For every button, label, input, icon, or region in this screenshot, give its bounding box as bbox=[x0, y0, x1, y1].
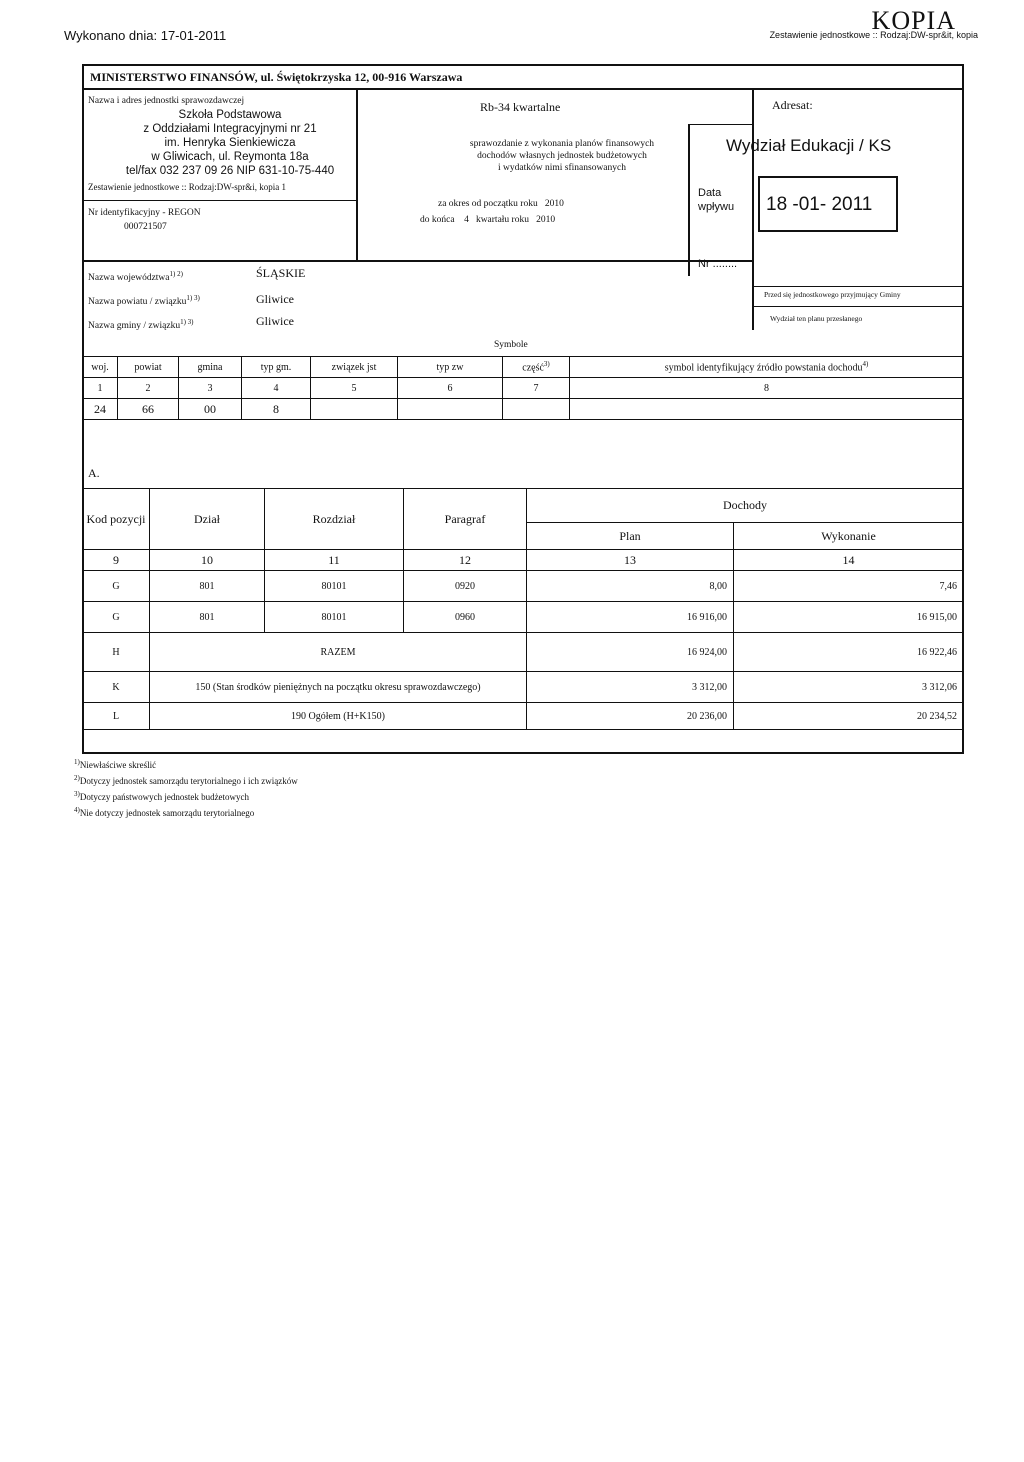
symbol-value bbox=[398, 399, 503, 420]
voivodeship-value: ŚLĄSKIE bbox=[256, 266, 306, 280]
ministry-address: MINISTERSTWO FINANSÓW, ul. Świętokrzyska 12, 00-916 Warszawa bbox=[90, 70, 463, 84]
footnote: $^{4)}$Nie dotyczy jednostek samorządu terytorialnego bbox=[74, 806, 255, 818]
cell-paragraf: 0920 bbox=[404, 571, 527, 602]
symbol-number: 1 bbox=[83, 378, 118, 399]
symbol-header: część$^{3)}$ bbox=[503, 357, 570, 378]
received-date: 18 -01- 2011 bbox=[766, 194, 873, 215]
unit-summary: Zestawienie jednostkowe :: Rodzaj:DW-spr&i, kopia 1 bbox=[88, 182, 286, 192]
col-number: 12 bbox=[404, 550, 527, 571]
footnote: $^{3)}$Dotyczy państwowych jednostek budżetowych bbox=[74, 790, 250, 802]
symbol-number: 8 bbox=[570, 378, 964, 399]
cell-summary-label: 150 (Stan środków pieniężnych na początku okresu sprawozdawczego) bbox=[150, 672, 527, 703]
commune-value: Gliwice bbox=[256, 314, 294, 328]
symbol-number: 6 bbox=[398, 378, 503, 399]
regon-label: Nr identyfikacyjny - REGON bbox=[88, 208, 201, 218]
county-label: Nazwa powiatu / związku$^{1) 3)}$ bbox=[88, 294, 200, 308]
report-description: sprawozdanie z wykonania planów finansowych dochodów własnych jednostek budżetowych i wydatków nimi sfinansowanych bbox=[469, 139, 655, 173]
col-number: 11 bbox=[265, 550, 404, 571]
cell-rozdzial: 80101 bbox=[265, 571, 404, 602]
symbol-value: 66 bbox=[118, 399, 179, 420]
addressee-caption-2: Wydział ten planu przesłanego bbox=[770, 314, 863, 323]
cell-wykonanie: 16 915,00 bbox=[734, 602, 964, 633]
cell-summary-label: 190 Ogółem (H+K150) bbox=[150, 703, 527, 730]
cell-plan: 16 924,00 bbox=[527, 633, 734, 672]
col-header-rozdzial: Rozdział bbox=[265, 489, 404, 550]
col-number-row bbox=[83, 550, 964, 571]
cell-rozdzial: 80101 bbox=[265, 602, 404, 633]
county-value: Gliwice bbox=[256, 292, 294, 306]
col-header-dochody: Dochody bbox=[527, 489, 964, 523]
cell-kod: H bbox=[83, 633, 150, 672]
symbol-header: gmina bbox=[179, 357, 242, 378]
symbols-number-row bbox=[83, 378, 964, 399]
col-number: 10 bbox=[150, 550, 265, 571]
nr-label: Nr ........ bbox=[698, 258, 738, 270]
summary-row bbox=[83, 703, 964, 730]
report-quarter: do końca 4 kwartału roku 2010 bbox=[420, 215, 556, 225]
cell-dzial: 801 bbox=[150, 571, 265, 602]
copy-stamp: KOPIA bbox=[871, 6, 956, 35]
cell-plan: 20 236,00 bbox=[527, 703, 734, 730]
symbol-value bbox=[570, 399, 964, 420]
symbol-value: 8 bbox=[242, 399, 311, 420]
summary-row bbox=[83, 672, 964, 703]
symbol-header: typ zw bbox=[398, 357, 503, 378]
header-right-text: Zestawienie jednostkowe :: Rodzaj:DW-spr&it, kopia bbox=[769, 30, 978, 40]
cell-plan: 8,00 bbox=[527, 571, 734, 602]
footnote: $^{2)}$Dotyczy jednostek samorządu terytorialnego i ich związków bbox=[74, 774, 298, 786]
addressee-caption-1: Przed się jednostkowego przyjmujący Gminy bbox=[764, 290, 901, 299]
cell-dzial: 801 bbox=[150, 602, 265, 633]
cell-kod: G bbox=[83, 571, 150, 602]
table-row bbox=[83, 602, 964, 633]
cell-paragraf: 0960 bbox=[404, 602, 527, 633]
cell-kod: L bbox=[83, 703, 150, 730]
footnote: $^{1)}$Niewłaściwe skreślić bbox=[74, 758, 157, 770]
symbols-table bbox=[82, 356, 964, 420]
table-row bbox=[83, 571, 964, 602]
col-header-kod: Kod pozycji bbox=[83, 489, 150, 550]
symbol-header: powiat bbox=[118, 357, 179, 378]
addressee-label: Adresat: bbox=[772, 98, 813, 112]
symbol-number: 4 bbox=[242, 378, 311, 399]
unit-caption: Nazwa i adres jednostki sprawozdawczej bbox=[88, 96, 245, 106]
symbol-header: woj. bbox=[83, 357, 118, 378]
cell-kod: G bbox=[83, 602, 150, 633]
symbol-number: 2 bbox=[118, 378, 179, 399]
symbol-value bbox=[311, 399, 398, 420]
symbol-value: 24 bbox=[83, 399, 118, 420]
cell-kod: K bbox=[83, 672, 150, 703]
cell-wykonanie: 7,46 bbox=[734, 571, 964, 602]
col-header-dzial: Dział bbox=[150, 489, 265, 550]
symbol-header: typ gm. bbox=[242, 357, 311, 378]
regon-value: 000721507 bbox=[124, 222, 167, 232]
col-number: 13 bbox=[527, 550, 734, 571]
symbol-number: 5 bbox=[311, 378, 398, 399]
cell-summary-label: RAZEM bbox=[150, 633, 527, 672]
unit-name: Szkoła Podstawowa z Oddziałami Integracyjnymi nr 21 im. Henryka Sienkiewicza w Gliwicach, ul. Reymonta 18a tel/fax 032 237 09 26 NIP 631-10-75-440 bbox=[125, 109, 335, 177]
cell-wykonanie: 3 312,06 bbox=[734, 672, 964, 703]
col-header-plan: Plan bbox=[527, 523, 734, 550]
cell-wykonanie: 20 234,52 bbox=[734, 703, 964, 730]
section-label: A. bbox=[88, 466, 100, 480]
summary-row bbox=[83, 633, 964, 672]
cell-plan: 3 312,00 bbox=[527, 672, 734, 703]
symbol-value bbox=[503, 399, 570, 420]
symbol-number: 3 bbox=[179, 378, 242, 399]
symbol-value: 00 bbox=[179, 399, 242, 420]
printed-date: Wykonano dnia: 17-01-2011 bbox=[64, 28, 227, 43]
date-received-label: Data wpływu bbox=[698, 187, 735, 213]
symbol-number: 7 bbox=[503, 378, 570, 399]
voivodeship-label: Nazwa województwa$^{1) 2)}$ bbox=[88, 270, 183, 284]
col-header-paragraf: Paragraf bbox=[404, 489, 527, 550]
symbols-value-row bbox=[83, 399, 964, 420]
col-header-wykonanie: Wykonanie bbox=[734, 523, 964, 550]
income-table bbox=[82, 488, 964, 730]
footnotes bbox=[74, 756, 298, 820]
cell-plan: 16 916,00 bbox=[527, 602, 734, 633]
col-number: 9 bbox=[83, 550, 150, 571]
symbol-header: związek jst bbox=[311, 357, 398, 378]
symbols-header-row bbox=[83, 357, 964, 378]
symbols-caption: Symbole bbox=[494, 340, 528, 350]
report-code: Rb-34 kwartalne bbox=[480, 100, 561, 114]
commune-label: Nazwa gminy / związku$^{1) 3)}$ bbox=[88, 318, 194, 332]
col-number: 14 bbox=[734, 550, 964, 571]
symbol-header: symbol identyfikujący źródło powstania dochodu$^{4)}$ bbox=[570, 357, 964, 378]
report-period: za okres od początku roku 2010 bbox=[438, 199, 564, 209]
cell-wykonanie: 16 922,46 bbox=[734, 633, 964, 672]
addressee-value: Wydział Edukacji / KS bbox=[726, 136, 892, 155]
